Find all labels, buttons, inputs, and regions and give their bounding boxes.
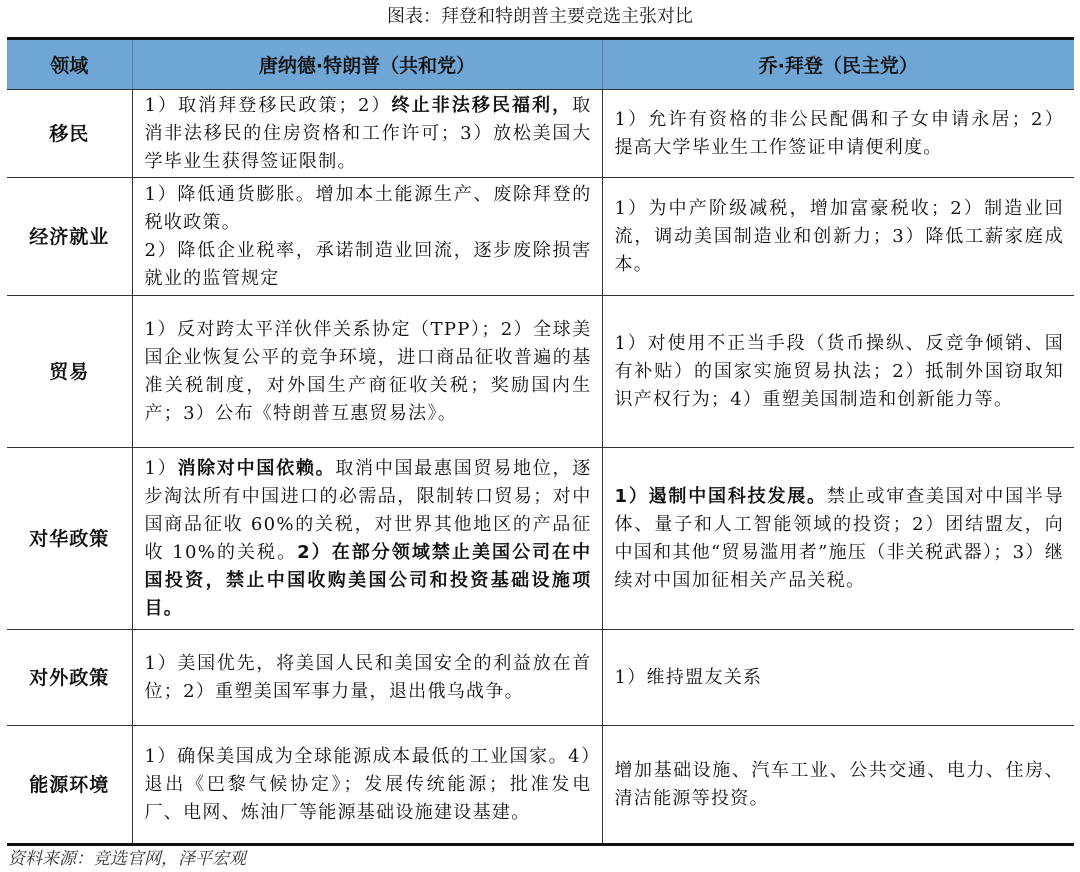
biden-cell: 1）对使用不正当手段（货币操纵、反竞争倾销、国有补贴）的国家实施贸易执法；2）抵制外国窃取知识产权行为；4）重塑美国制造和创新能力等。 bbox=[602, 296, 1074, 448]
cell-line: 2）降低企业税率，承诺制造业回流，逐步废除损害就业的监管规定 bbox=[144, 239, 592, 289]
cell-text: 禁止或审查美国对中国半导体、量子和人工智能领域的投资；2）团结盟友，向中国和其他“贸易滥用者”施压（非关税武器）；3）继续对中国加征相关产品关税。 bbox=[614, 485, 1064, 591]
trump-cell: 1）反对跨太平洋伙伴关系协定（TPP）；2）全球美国企业恢复公平的竞争环境，进口商品征收普遍的基准关税制度，对外国生产商征收关税；奖励国内生产；3）公布《特朗普互惠贸易法》。 bbox=[132, 296, 602, 448]
cell-text: 1） bbox=[144, 457, 178, 479]
trump-cell bbox=[132, 90, 602, 178]
biden-cell: 增加基础设施、汽车工业、公共交通、电力、住房、清洁能源等投资。 bbox=[602, 726, 1074, 845]
table-title: 图表：拜登和特朗普主要竞选主张对比 bbox=[387, 6, 693, 27]
row-domain: 对外政策 bbox=[7, 630, 132, 726]
cell-bold-text: 1）遏制中国科技发展。 bbox=[614, 485, 827, 507]
biden-cell bbox=[602, 448, 1074, 630]
header-trump: 唐纳德·特朗普（共和党） bbox=[132, 39, 602, 90]
trump-cell: 1）确保美国成为全球能源成本最低的工业国家。4）退出《巴黎气候协定》；发展传统能源；批准发电厂、电网、炼油厂等能源基础设施建设基建。 bbox=[132, 726, 602, 845]
cell-line: 1）降低通货膨胀。增加本土能源生产、废除拜登的税收政策。 bbox=[144, 183, 592, 233]
table-row-economy bbox=[7, 178, 1074, 296]
biden-cell: 1）维持盟友关系 bbox=[602, 630, 1074, 726]
row-domain: 贸易 bbox=[7, 296, 132, 448]
header-domain: 领域 bbox=[7, 39, 132, 90]
cell-bold-text: 2）在部分领域禁止美国公司在中国投资，禁止中国收购美国公司和投资基础设施项目。 bbox=[144, 541, 592, 619]
row-domain: 移民 bbox=[7, 90, 132, 178]
table-row-china-policy bbox=[7, 448, 1074, 630]
table-header-row bbox=[7, 39, 1074, 90]
trump-cell: 1）美国优先，将美国人民和美国安全的利益放在首位；2）重塑美国军事力量，退出俄乌战争。 bbox=[132, 630, 602, 726]
cell-bold-text: 消除对中国依赖。 bbox=[177, 457, 336, 479]
biden-cell: 1）允许有资格的非公民配偶和子女申请永居；2）提高大学毕业生工作签证申请便利度。 bbox=[602, 90, 1074, 178]
table-row-immigration bbox=[7, 90, 1074, 178]
cell-text: 取消中国最惠国贸易地位，逐步淘汰所有中国进口的必需品，限制转口贸易；对中国商品征收 60%的关税，对世界其他地区的产品征收 10%的关税。 bbox=[144, 457, 592, 563]
row-domain: 经济就业 bbox=[7, 178, 132, 296]
row-domain: 能源环境 bbox=[7, 726, 132, 845]
cell-text: 1）取消拜登移民政策；2） bbox=[144, 94, 392, 116]
header-biden: 乔·拜登（民主党） bbox=[602, 39, 1074, 90]
trump-cell bbox=[132, 178, 602, 296]
cell-text: 取消非法移民的住房资格和工作许可；3）放松美国大学毕业生获得签证限制。 bbox=[144, 94, 592, 172]
policy-comparison-table bbox=[7, 37, 1074, 846]
row-domain: 对华政策 bbox=[7, 448, 132, 630]
cell-bold-text: 终止非法移民福利， bbox=[391, 94, 573, 116]
table-row-energy bbox=[7, 726, 1074, 845]
source-note: 资料来源：竞选官网，泽平宏观 bbox=[8, 849, 246, 869]
table-row-foreign-policy bbox=[7, 630, 1074, 726]
biden-cell: 1）为中产阶级减税，增加富豪税收；2）制造业回流，调动美国制造业和创新力；3）降低工薪家庭成本。 bbox=[602, 178, 1074, 296]
trump-cell bbox=[132, 448, 602, 630]
table-row-trade bbox=[7, 296, 1074, 448]
